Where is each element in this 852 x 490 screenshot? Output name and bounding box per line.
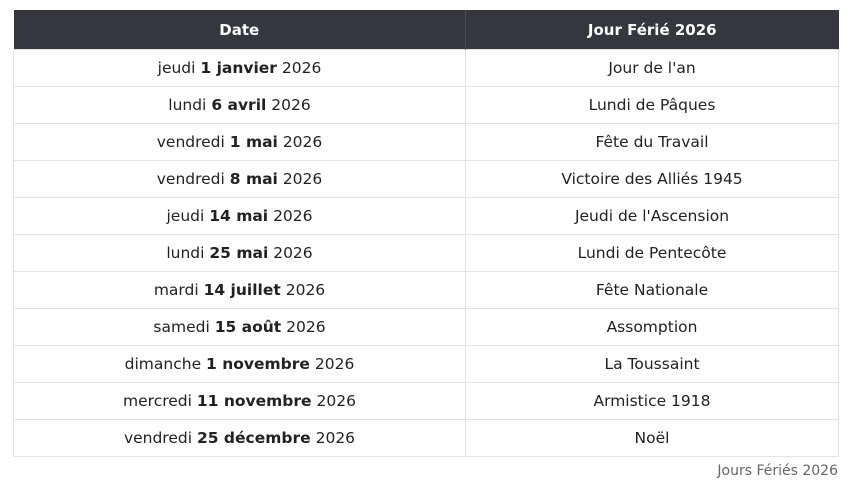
holidays-table-container bbox=[13, 10, 838, 457]
holiday-cell: Lundi de Pâques bbox=[466, 87, 839, 124]
day-month: 14 juillet bbox=[203, 281, 281, 299]
weekday: dimanche bbox=[124, 355, 202, 373]
weekday: jeudi bbox=[157, 59, 196, 77]
year: 2026 bbox=[282, 170, 323, 188]
table-row bbox=[14, 272, 839, 309]
year: 2026 bbox=[281, 59, 322, 77]
weekday: mercredi bbox=[123, 392, 192, 410]
weekday: vendredi bbox=[156, 170, 225, 188]
table-row bbox=[14, 87, 839, 124]
weekday: vendredi bbox=[156, 133, 225, 151]
holiday-cell: Fête du Travail bbox=[466, 124, 839, 161]
table-row bbox=[14, 235, 839, 272]
holiday-cell: La Toussaint bbox=[466, 346, 839, 383]
holiday-cell: Assomption bbox=[466, 309, 839, 346]
weekday: mardi bbox=[153, 281, 199, 299]
day-month: 25 mai bbox=[209, 244, 269, 262]
table-row bbox=[14, 420, 839, 457]
year: 2026 bbox=[286, 318, 326, 336]
year: 2026 bbox=[314, 355, 355, 373]
weekday: jeudi bbox=[166, 207, 205, 225]
year: 2026 bbox=[316, 392, 356, 410]
day-month: 15 août bbox=[214, 318, 282, 336]
weekday: lundi bbox=[166, 244, 205, 262]
holiday-cell: Jeudi de l'Ascension bbox=[466, 198, 839, 235]
table-row bbox=[14, 383, 839, 420]
date-cell bbox=[14, 346, 466, 383]
weekday: samedi bbox=[153, 318, 210, 336]
year: 2026 bbox=[282, 133, 323, 151]
day-month: 11 novembre bbox=[196, 392, 312, 410]
table-row bbox=[14, 124, 839, 161]
year: 2026 bbox=[315, 429, 356, 447]
day-month: 1 mai bbox=[229, 133, 278, 151]
day-month: 1 novembre bbox=[206, 355, 310, 373]
year: 2026 bbox=[273, 244, 313, 262]
year: 2026 bbox=[285, 281, 326, 299]
date-cell bbox=[14, 161, 466, 198]
date-cell bbox=[14, 50, 466, 87]
table-row bbox=[14, 161, 839, 198]
day-month: 25 décembre bbox=[196, 429, 311, 447]
date-cell bbox=[14, 198, 466, 235]
header-holiday: Jour Férié 2026 bbox=[466, 10, 839, 50]
table-row bbox=[14, 50, 839, 87]
date-cell bbox=[14, 309, 466, 346]
weekday: lundi bbox=[168, 96, 207, 114]
date-cell bbox=[14, 87, 466, 124]
year: 2026 bbox=[273, 207, 313, 225]
day-month: 6 avril bbox=[211, 96, 267, 114]
holiday-cell: Fête Nationale bbox=[466, 272, 839, 309]
table-row bbox=[14, 309, 839, 346]
holiday-cell: Lundi de Pentecôte bbox=[466, 235, 839, 272]
day-month: 8 mai bbox=[229, 170, 278, 188]
holiday-cell: Noël bbox=[466, 420, 839, 457]
date-cell bbox=[14, 235, 466, 272]
table-body bbox=[14, 50, 839, 457]
table-row bbox=[14, 346, 839, 383]
holiday-cell: Jour de l'an bbox=[466, 50, 839, 87]
day-month: 1 janvier bbox=[200, 59, 277, 77]
date-cell bbox=[14, 272, 466, 309]
date-cell bbox=[14, 420, 466, 457]
weekday: vendredi bbox=[123, 429, 193, 447]
date-cell bbox=[14, 124, 466, 161]
holiday-cell: Victoire des Alliés 1945 bbox=[466, 161, 839, 198]
holiday-cell: Armistice 1918 bbox=[466, 383, 839, 420]
holidays-table bbox=[13, 10, 839, 457]
year: 2026 bbox=[271, 96, 311, 114]
day-month: 14 mai bbox=[209, 207, 269, 225]
date-cell bbox=[14, 383, 466, 420]
table-caption: Jours Fériés 2026 bbox=[717, 463, 838, 479]
table-header-row bbox=[14, 10, 839, 50]
header-date: Date bbox=[14, 10, 466, 50]
table-row bbox=[14, 198, 839, 235]
